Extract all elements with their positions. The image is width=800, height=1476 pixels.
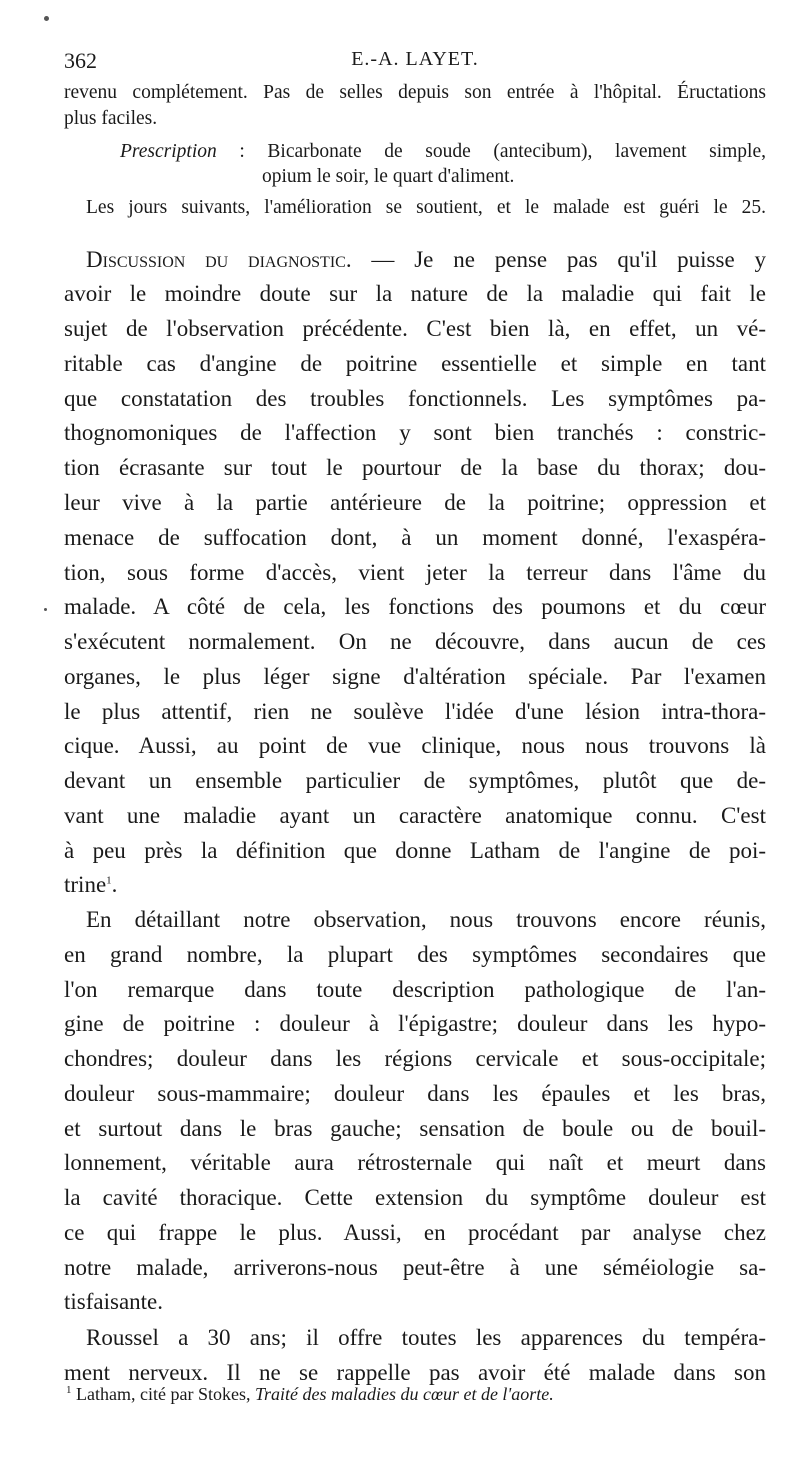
running-title: E.-A. LAYET. <box>351 48 479 70</box>
text-line <box>64 1150 766 1176</box>
line-text: opium le soir, le quart d'aliment. <box>262 166 515 187</box>
text-line <box>64 560 766 586</box>
line-text: menace de suffocation dont, à un moment donné, l'exaspéra- <box>64 525 766 550</box>
text-line <box>64 1255 766 1281</box>
footnote <box>66 1384 554 1405</box>
text-line <box>86 1325 766 1351</box>
text-line <box>64 108 766 130</box>
text-line <box>64 664 766 690</box>
line-text: revenu complétement. Pas de selles depuis son entrée à l'hôpital. Éructations <box>64 82 766 103</box>
text-line <box>64 1116 766 1142</box>
text-line <box>64 1046 766 1072</box>
line-text: tion, sous forme d'accès, vient jeter la terreur dans l'âme du <box>64 560 766 585</box>
text-line <box>64 699 766 725</box>
page-header <box>64 48 766 78</box>
footnote-text: Latham, cité par Stokes, <box>76 1384 255 1404</box>
text-line <box>64 351 766 377</box>
line-text: plus faciles. <box>64 108 158 129</box>
text-line <box>64 1360 766 1386</box>
text-line <box>64 838 766 864</box>
text-line <box>64 733 766 759</box>
text-line <box>64 768 766 794</box>
text-line <box>64 1220 766 1246</box>
ink-speck <box>44 608 47 611</box>
line-text: douleur sous-mammaire; douleur dans les épaules et les bras, <box>64 1081 766 1106</box>
footnote-title: Traité des maladies du cœur et de l'aorte. <box>254 1384 554 1404</box>
line-text: malade. A côté de cela, les fonctions des poumons et du cœur <box>64 594 766 619</box>
line-text: ment nerveux. Il ne se rappelle pas avoir été malade dans son <box>64 1360 766 1385</box>
text-line <box>120 141 766 163</box>
paragraph-label: Prescription <box>120 141 217 162</box>
line-text: la cavité thoracique. Cette extension du symptôme douleur est <box>64 1185 766 1210</box>
line-text: notre malade, arriverons-nous peut-être à une séméiologie sa- <box>64 1255 766 1280</box>
line-text: sujet de l'observation précédente. C'est bien là, en effet, un vé- <box>64 316 766 341</box>
line-text: en grand nombre, la plupart des symptômes secondaires que <box>64 942 766 967</box>
line-text: avoir le moindre doute sur la nature de la maladie qui fait le <box>64 281 766 306</box>
text-line <box>64 525 766 551</box>
footnote-mark: 1 <box>66 1384 72 1396</box>
line-text-tail: . <box>111 872 118 897</box>
text-line <box>64 629 766 655</box>
text-line <box>64 872 766 898</box>
line-text: Roussel a 30 ans; il offre toutes les apparences du tempéra- <box>86 1325 766 1350</box>
text-line <box>64 1081 766 1107</box>
line-text: En détaillant notre observation, nous trouvons encore réunis, <box>86 907 766 932</box>
line-text: à peu près la définition que donne Latham de l'angine de poi- <box>64 838 766 863</box>
text-line <box>64 1185 766 1211</box>
text-line <box>262 166 766 188</box>
line-text: organes, le plus léger signe d'altération spéciale. Par l'examen <box>64 664 766 689</box>
text-line <box>64 82 766 104</box>
page-number: 362 <box>64 48 97 73</box>
paragraph-label: Discussion du diagnostic. <box>86 247 352 272</box>
line-text: tisfaisante. <box>64 1289 163 1314</box>
line-text: devant un ensemble particulier de symptômes, plutôt que de- <box>64 768 766 793</box>
line-text: ce qui frappe le plus. Aussi, en procédant par analyse chez <box>64 1220 766 1245</box>
text-line <box>64 455 766 481</box>
text-line <box>64 1011 766 1037</box>
line-text: trine <box>64 872 107 897</box>
line-text: cique. Aussi, au point de vue clinique, nous nous trouvons là <box>64 733 766 758</box>
line-text: lonnement, véritable aura rétrosternale qui naît et meurt dans <box>64 1150 766 1175</box>
line-text: l'on remarque dans toute description pathologique de l'an- <box>64 977 766 1002</box>
text-line <box>86 907 766 933</box>
ink-speck <box>44 16 49 21</box>
text-line <box>64 281 766 307</box>
text-line <box>64 803 766 829</box>
line-text: s'exécutent normalement. On ne découvre, dans aucun de ces <box>64 629 766 654</box>
text-line <box>64 420 766 446</box>
text-line <box>64 977 766 1003</box>
footnote-reference: 1 <box>106 874 112 887</box>
line-text: gine de poitrine : douleur à l'épigastre; douleur dans les hypo- <box>64 1011 766 1036</box>
line-text: vant une maladie ayant un caractère anatomique connu. C'est <box>64 803 766 828</box>
text-line <box>86 247 766 273</box>
line-text: et surtout dans le bras gauche; sensation de boule ou de bouil- <box>64 1116 766 1141</box>
text-line <box>64 316 766 342</box>
text-line <box>64 490 766 516</box>
line-text: Les jours suivants, l'amélioration se soutient, et le malade est guéri le 25. <box>86 197 766 218</box>
line-text: que constatation des troubles fonctionnels. Les symptômes pa- <box>64 386 766 411</box>
line-text: — Je ne pense pas qu'il puisse y <box>351 247 766 272</box>
line-text: le plus attentif, rien ne soulève l'idée d'une lésion intra-thora- <box>64 699 766 724</box>
text-line <box>86 197 766 219</box>
line-text: leur vive à la partie antérieure de la poitrine; oppression et <box>64 490 766 515</box>
text-line <box>64 594 766 620</box>
line-text: chondres; douleur dans les régions cervicale et sous-occipitale; <box>64 1046 766 1071</box>
text-line <box>64 1289 766 1315</box>
line-text: ritable cas d'angine de poitrine essentielle et simple en tant <box>64 351 766 376</box>
line-text: tion écrasante sur tout le pourtour de la base du thorax; dou- <box>64 455 766 480</box>
text-line <box>64 942 766 968</box>
text-line <box>64 386 766 412</box>
line-text: : Bicarbonate de soude (antecibum), lavement simple, <box>216 141 766 162</box>
line-text: thognomoniques de l'affection y sont bien tranchés : constric- <box>64 420 766 445</box>
